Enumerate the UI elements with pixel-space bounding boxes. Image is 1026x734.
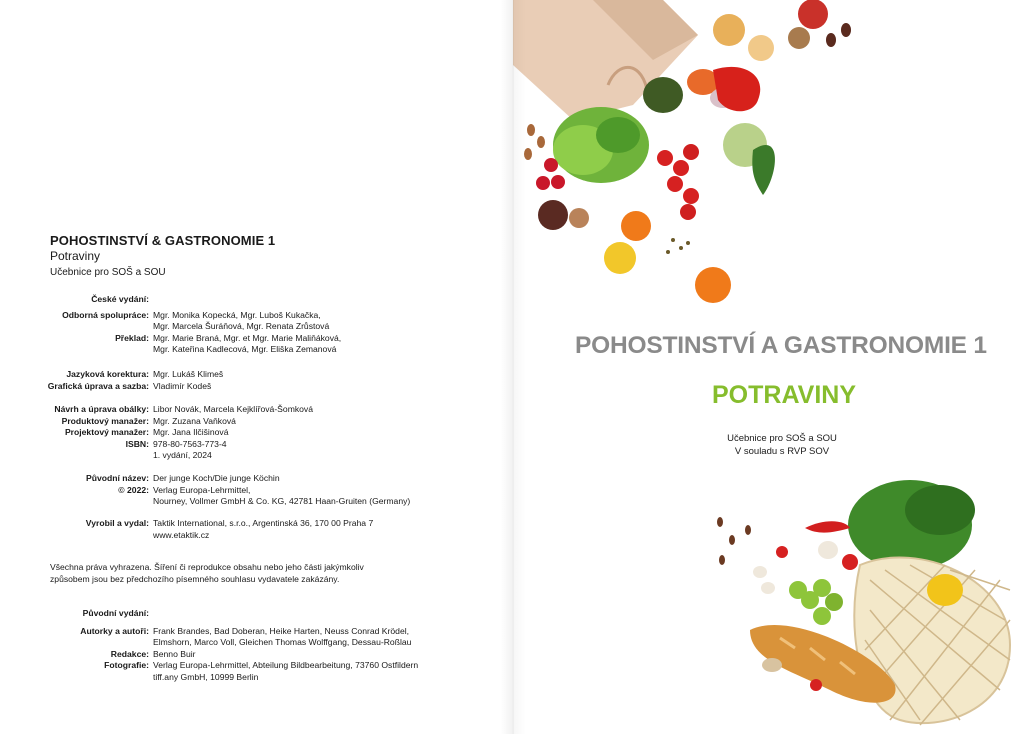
imprint-value: Libor Novák, Marcela Kejklířová-Šomková: [153, 404, 313, 414]
imprint-value: Frank Brandes, Bad Doberan, Heike Harten, Neuss Conrad Krödel, Elmshorn, Marco Voll, Gleichen Thomas Wolffgang, Dessau-Roßlau: [153, 625, 412, 647]
imprint-book-audience: Učebnice pro SOŠ a SOU: [50, 267, 166, 278]
imprint-value: Mgr. Zuzana Vaňková: [153, 415, 236, 426]
production-block: [36, 404, 476, 462]
imprint-row: [36, 369, 476, 381]
rights-notice: [50, 562, 470, 585]
imprint-row: [36, 381, 476, 393]
imprint-label: Jazyková korektura:: [66, 369, 149, 379]
imprint-label: [36, 450, 153, 462]
imprint-value: Vladimír Kodeš: [153, 380, 212, 391]
imprint-label: Produktový manažer:: [61, 415, 149, 426]
imprint-row: [36, 626, 476, 649]
original-title-block: [36, 473, 476, 508]
imprint-value: Mgr. Lukáš Klimeš: [153, 369, 224, 379]
cover-main-title: POHOSTINSTVÍ A GASTRONOMIE 1: [575, 332, 987, 359]
czech-edition-heading-row: [36, 294, 476, 306]
imprint-label: Grafická úprava a sazba:: [47, 380, 149, 391]
imprint-label: Fotografie:: [104, 660, 149, 670]
cover-note-line: Učebnice pro SOŠ a SOU: [727, 433, 837, 444]
edition-value: 1. vydání, 2024: [153, 450, 212, 460]
imprint-label: Vyrobil a vydal:: [85, 518, 149, 528]
imprint-label: Redakce:: [110, 648, 149, 659]
imprint-label: Návrh a úprava obálky:: [54, 404, 149, 414]
imprint-row: [36, 485, 476, 497]
vegetables-bag-illustration: [513, 0, 873, 312]
imprint-label: ISBN:: [125, 438, 149, 449]
cover-note: [690, 432, 874, 458]
imprint-value: Benno Buir: [153, 648, 196, 659]
original-edition-heading-row: [36, 608, 476, 620]
publisher-website[interactable]: www.etaktik.cz: [153, 529, 210, 540]
czech-edition-block: [36, 294, 476, 356]
imprint-row: [36, 416, 476, 428]
cover-note-line: V souladu s RVP SOV: [734, 446, 830, 457]
imprint-label: © 2022:: [118, 484, 149, 495]
imprint-value: Mgr. Jana Ilčišinová: [153, 427, 229, 437]
book-gutter-shadow: [500, 0, 526, 734]
imprint-value: Der junge Koch/Die junge Köchin: [153, 473, 280, 483]
imprint-row: [36, 660, 476, 683]
imprint-value: Verlag Europa-Lehrmittel,: [153, 484, 251, 495]
imprint-label: [36, 530, 153, 542]
imprint-row: [36, 649, 476, 661]
imprint-row: [36, 404, 476, 416]
imprint-row: [36, 310, 476, 333]
imprint-row: [36, 518, 476, 530]
imprint-label: [36, 496, 153, 508]
imprint-row: [36, 439, 476, 451]
isbn-value: 978-80-7563-773-4: [153, 438, 227, 449]
imprint-book-title: POHOSTINSTVÍ & GASTRONOMIE 1: [50, 233, 276, 248]
original-edition-heading: Původní vydání:: [82, 608, 149, 618]
imprint-row: [36, 427, 476, 439]
imprint-book-subtitle: Potraviny: [50, 249, 101, 263]
imprint-value: Mgr. Marie Braná, Mgr. et Mgr. Marie Maliňáková, Mgr. Kateřina Kadlecová, Mgr. Eliška Zemanová: [153, 332, 342, 354]
original-edition-block: [36, 608, 476, 683]
imprint-label: Autorky a autoři:: [80, 625, 149, 636]
imprint-label: Projektový manažer:: [64, 427, 149, 437]
imprint-value: Nourney, Vollmer GmbH & Co. KG, 42781 Haan-Gruiten (Germany): [153, 496, 411, 506]
avocado-shape: [643, 77, 683, 113]
czech-edition-heading: České vydání:: [91, 294, 149, 304]
imprint-value: Verlag Europa-Lehrmittel, Abteilung Bildbearbeitung, 73760 Ostfildern tiff.any GmbH, 10999 Berlin: [153, 660, 419, 682]
imprint-value: Mgr. Monika Kopecká, Mgr. Luboš Kukačka, Mgr. Marcela Šuráňová, Mgr. Renata Zrůstová: [153, 309, 330, 331]
orange-shape: [695, 267, 731, 303]
editing-block: [36, 369, 476, 392]
rights-line: způsobem jsou bez předchozího písemného souhlasu vydavatele zakázány.: [50, 573, 340, 584]
imprint-row: [36, 450, 476, 462]
imprint-label: Původní název:: [85, 473, 149, 483]
rights-line: Všechna práva vyhrazena. Šíření či reprodukce obsahu nebo jeho části jakýmkoliv: [50, 562, 364, 572]
publisher-block: [36, 518, 476, 541]
cover-subtitle: POTRAVINY: [712, 381, 856, 409]
imprint-label: Překlad:: [115, 332, 149, 343]
imprint-row: [36, 333, 476, 356]
net-bag-illustration: [710, 470, 1026, 734]
imprint-row: [36, 530, 476, 542]
imprint-label: Odborná spolupráce:: [62, 309, 149, 320]
imprint-row: [36, 496, 476, 508]
imprint-value: Taktik International, s.r.o., Argentinská 36, 170 00 Praha 7: [153, 518, 374, 528]
imprint-row: [36, 473, 476, 485]
